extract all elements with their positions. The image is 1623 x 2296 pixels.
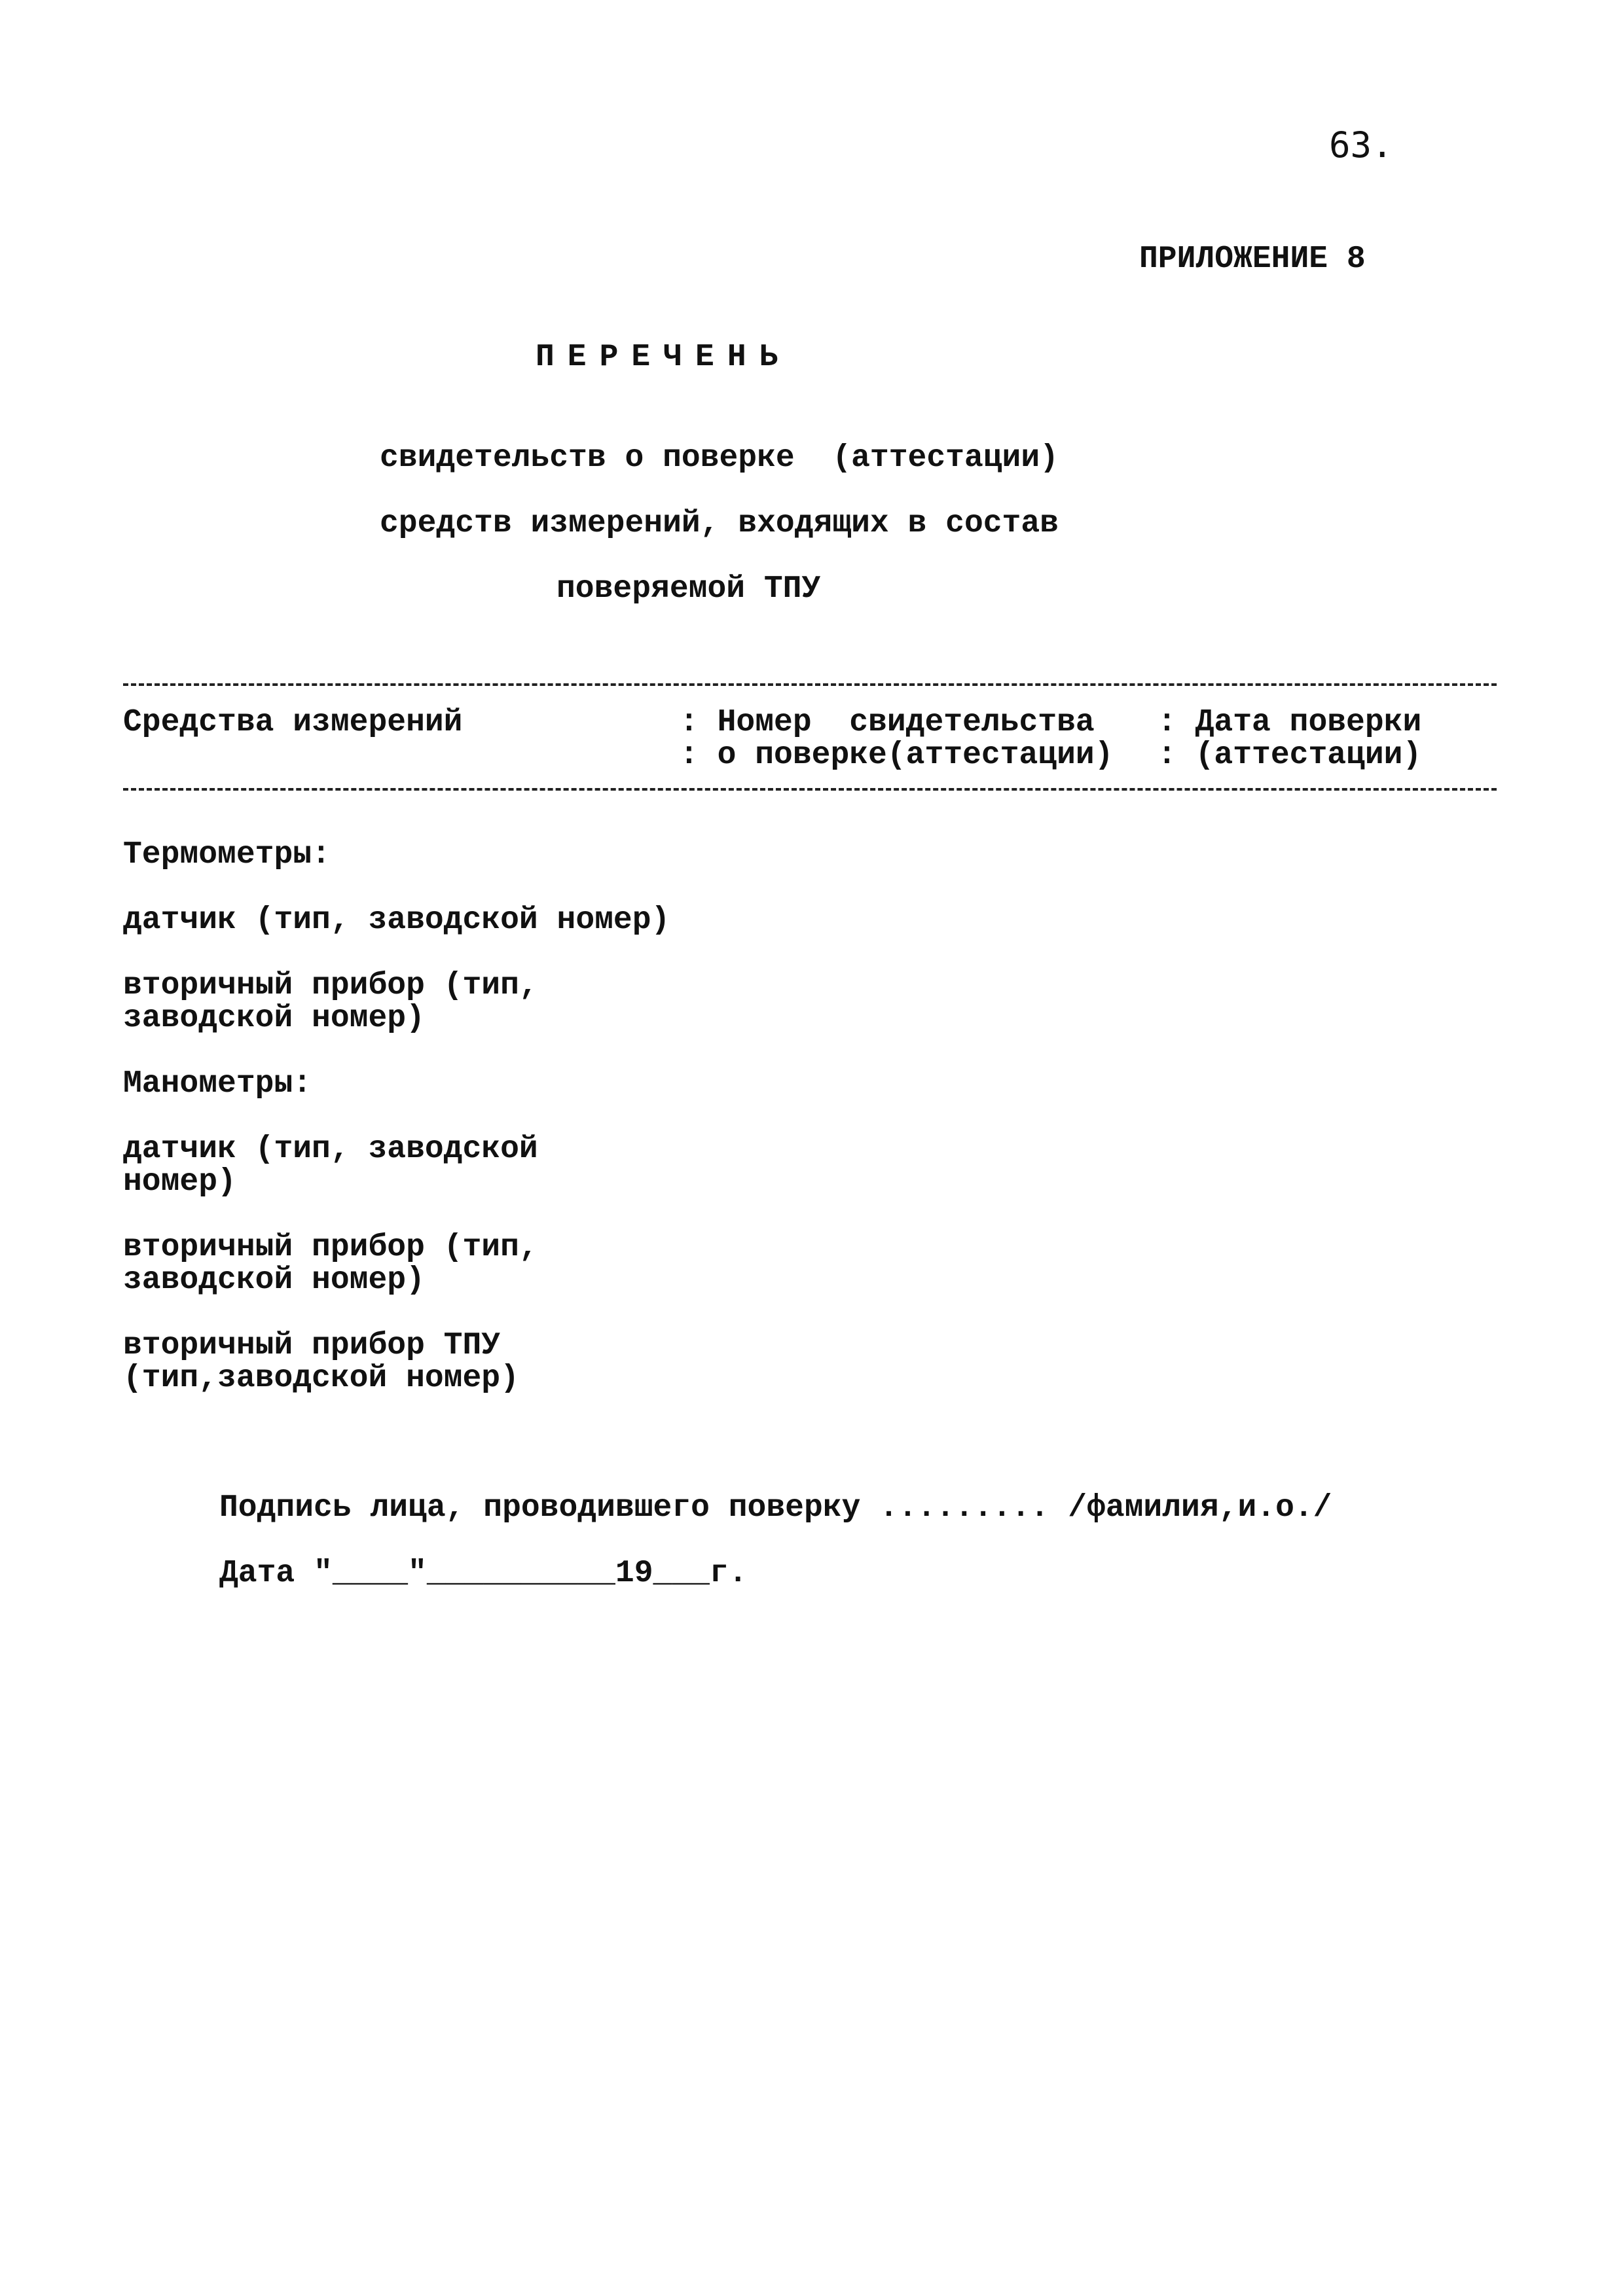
- list-item-mano-secondary-line-1: вторичный прибор (тип,: [123, 1230, 538, 1265]
- list-item-mano-sensor-line-2: номер): [123, 1164, 236, 1200]
- list-item-thermo-sensor: датчик (тип, заводской номер): [123, 903, 670, 938]
- list-item-manometers-heading: Манометры:: [123, 1066, 312, 1102]
- document-title: ПЕРЕЧЕНЬ: [536, 340, 792, 375]
- subtitle-line-3: поверяемой ТПУ: [556, 571, 821, 607]
- table-top-rule: [123, 683, 1497, 686]
- column-header-date-line-1: : Дата поверки: [1158, 705, 1422, 740]
- appendix-label: ПРИЛОЖЕНИЕ 8: [1139, 242, 1366, 277]
- column-header-instruments: Средства измерений: [123, 705, 463, 740]
- list-item-mano-secondary-line-2: заводской номер): [123, 1263, 425, 1298]
- date-line: Дата "____"__________19___г.: [219, 1556, 748, 1591]
- list-item-tpu-secondary-line-1: вторичный прибор ТПУ: [123, 1328, 501, 1363]
- signature-line: Подпись лица, проводившего поверку ......... /фамилия,и.о./: [219, 1490, 1332, 1526]
- page-number: 63.: [1329, 124, 1393, 166]
- list-item-mano-sensor-line-1: датчик (тип, заводской: [123, 1132, 538, 1167]
- list-item-thermo-secondary-line-2: заводской номер): [123, 1001, 425, 1036]
- column-header-certificate-line-2: : о поверке(аттестации): [680, 738, 1114, 773]
- list-item-tpu-secondary-line-2: (тип,заводской номер): [123, 1361, 519, 1396]
- subtitle-line-1: свидетельств о поверке (аттестации): [380, 440, 1059, 476]
- column-header-date-line-2: : (аттестации): [1158, 738, 1422, 773]
- list-item-thermometers-heading: Термометры:: [123, 837, 331, 872]
- column-header-certificate-line-1: : Номер свидетельства: [680, 705, 1095, 740]
- list-item-thermo-secondary-line-1: вторичный прибор (тип,: [123, 968, 538, 1003]
- subtitle-line-2: средств измерений, входящих в состав: [380, 506, 1059, 541]
- table-header-bottom-rule: [123, 788, 1497, 791]
